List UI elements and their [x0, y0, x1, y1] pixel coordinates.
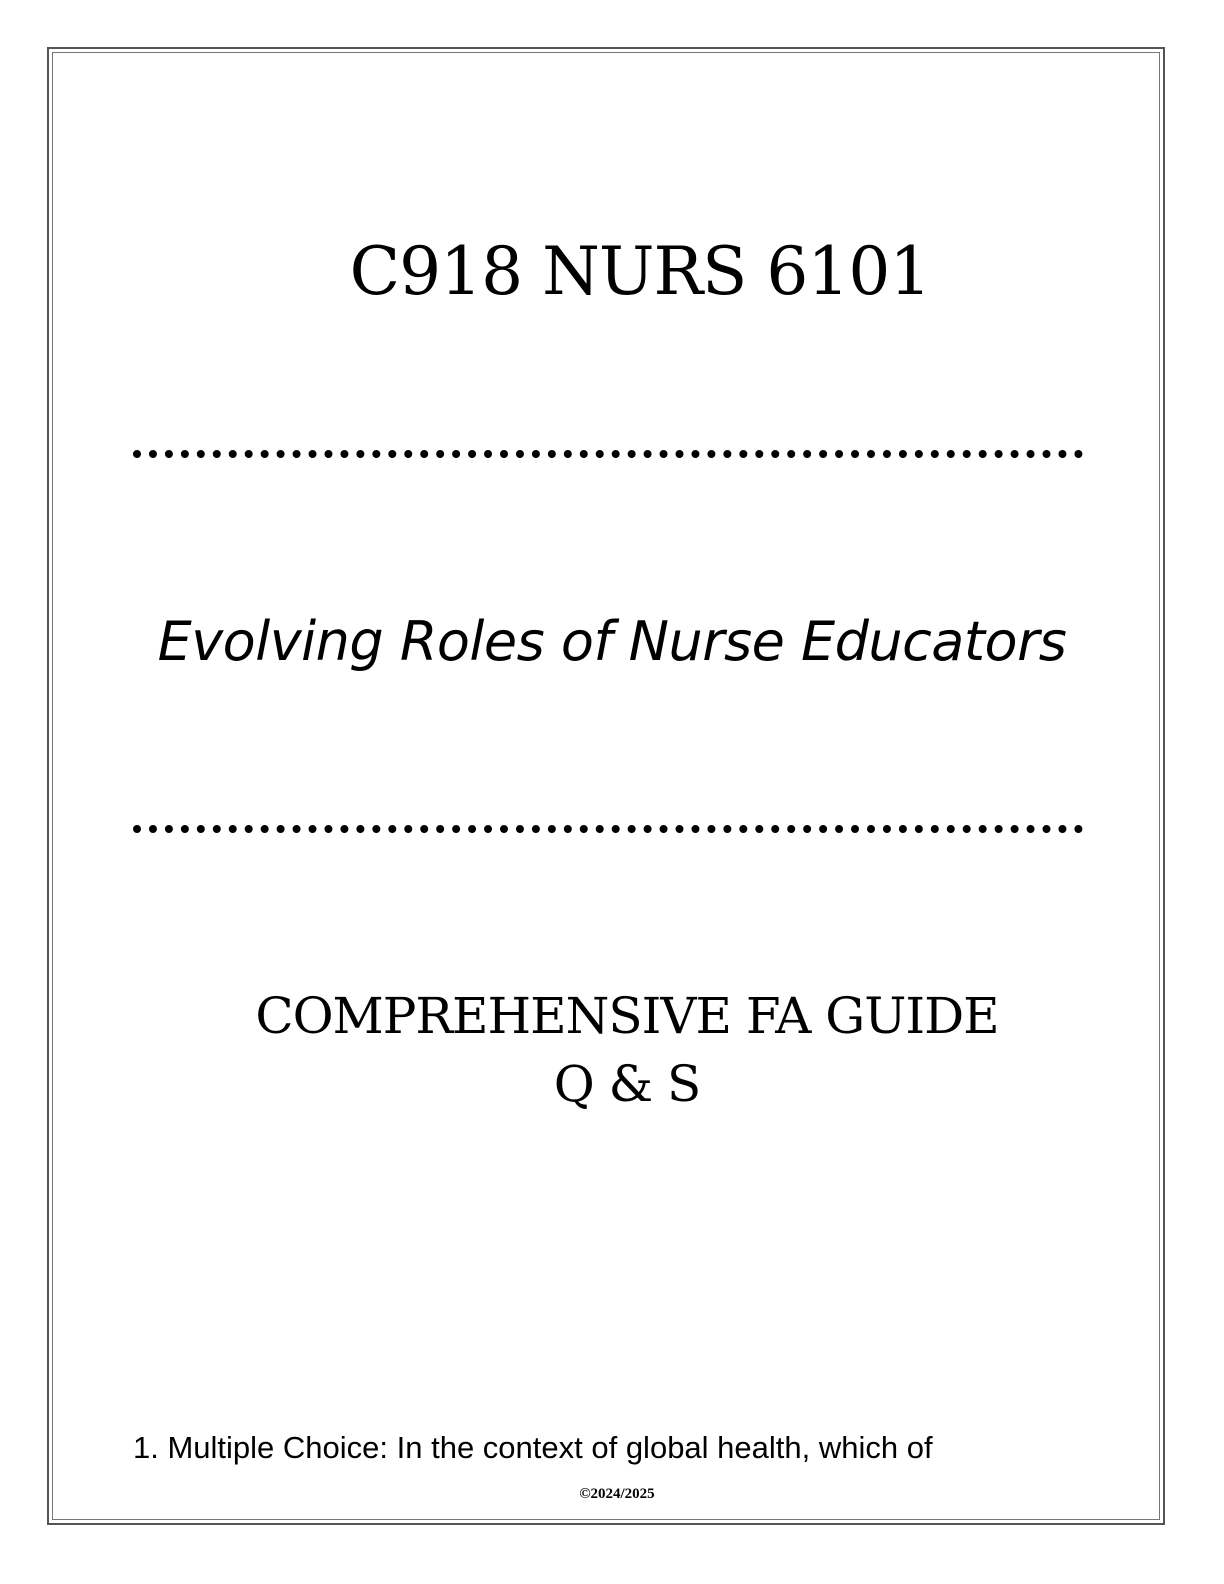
dotted-divider-bottom: [133, 825, 1083, 833]
first-question-text: 1. Multiple Choice: In the context of global health, which of: [133, 1430, 933, 1465]
guide-title-line-2: Q & S: [553, 1055, 701, 1113]
course-title: C918 NURS 6101: [349, 233, 931, 310]
guide-title-line-1: COMPREHENSIVE FA GUIDE: [255, 987, 999, 1045]
dotted-divider-top: [133, 450, 1083, 458]
document-subtitle: Evolving Roles of Nurse Educators: [157, 610, 1067, 673]
copyright-footer: ©2024/2025: [579, 1486, 655, 1502]
